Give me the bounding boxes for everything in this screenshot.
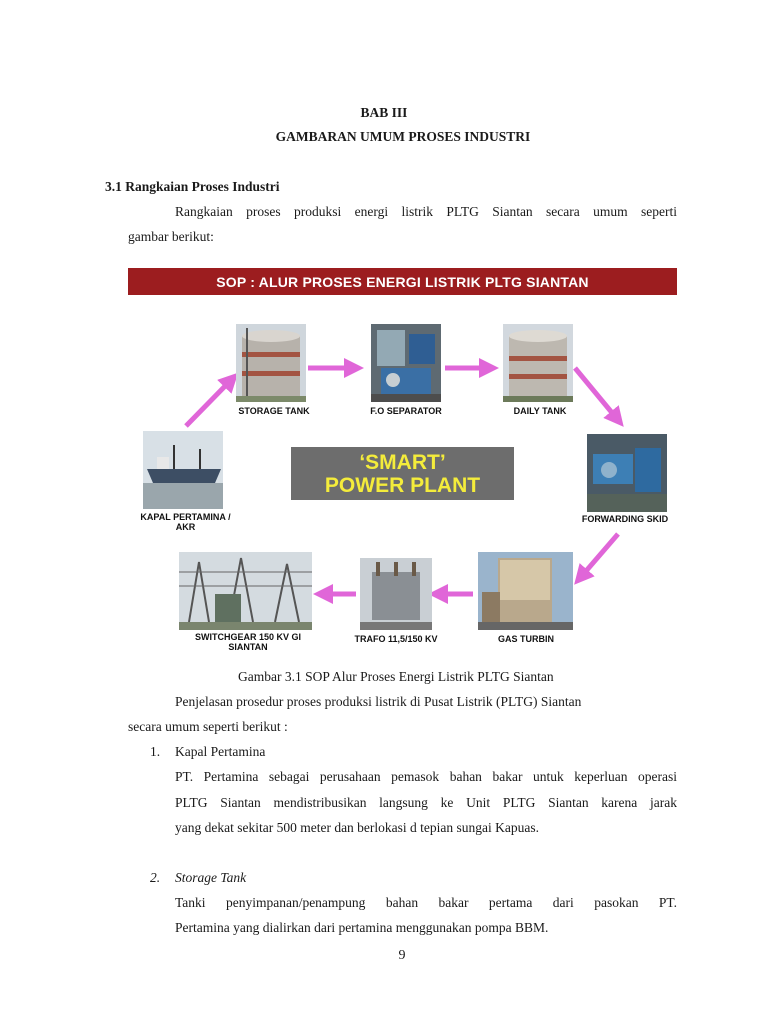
- intro-line-2: gambar berikut:: [128, 229, 214, 244]
- gas-turbin-photo: [478, 552, 573, 630]
- item-2-title: Storage Tank: [175, 870, 247, 885]
- item-1-title: Kapal Pertamina: [175, 744, 266, 759]
- figure-header: SOP : ALUR PROSES ENERGI LISTRIK PLTG SIANTAN: [128, 268, 677, 295]
- switchgear-photo: [179, 552, 312, 630]
- smart-line-1: ‘SMART’: [359, 450, 446, 474]
- label-trafo: TRAFO 11,5/150 KV: [354, 634, 438, 644]
- item-2-line-2: Pertamina yang dialirkan dari pertamina menggunakan pompa BBM.: [175, 920, 549, 935]
- explanation-line-1: Penjelasan prosedur proses produksi listrik di Pusat Listrik (PLTG) Siantan: [175, 694, 582, 709]
- label-switchgear-line2: SIANTAN: [228, 642, 268, 652]
- explanation-line-2: secara umum seperti berikut :: [128, 719, 288, 734]
- daily-tank-photo: [503, 324, 573, 402]
- storage-tank-photo: [236, 324, 306, 402]
- kapal-pertamina-photo: [143, 431, 223, 509]
- item-1-line-2: PLTG Siantan mendistribusikan langsung ke Unit PLTG Siantan karena jarak: [175, 795, 677, 810]
- label-storage-tank: STORAGE TANK: [238, 406, 310, 416]
- label-switchgear-line1: SWITCHGEAR 150 KV GI: [194, 632, 302, 642]
- label-kapal-line2: AKR: [175, 522, 196, 532]
- page-number: 9: [398, 948, 406, 963]
- process-flow-figure: [128, 268, 677, 660]
- item-2-number: 2.: [150, 870, 161, 885]
- trafo-photo: [360, 558, 432, 630]
- label-gas-turbin: GAS TURBIN: [498, 634, 554, 644]
- arrow-skid-to-turbin: [580, 534, 618, 578]
- smart-power-plant-box: [291, 447, 514, 500]
- label-daily-tank: DAILY TANK: [513, 406, 567, 416]
- item-1-line-3: yang dekat sekitar 500 meter dan berlokasi d tepian sungai Kapuas.: [175, 820, 540, 835]
- chapter-title: GAMBARAN UMUM PROSES INDUSTRI: [275, 129, 531, 144]
- smart-line-2: POWER PLANT: [324, 473, 481, 497]
- section-heading: 3.1 Rangkaian Proses Industri: [105, 179, 280, 194]
- label-fo-separator: F.O SEPARATOR: [370, 406, 442, 416]
- forwarding-skid-photo: [587, 434, 667, 512]
- fo-separator-photo: [371, 324, 441, 402]
- item-1-number: 1.: [150, 744, 161, 759]
- item-2-line-1: Tanki penyimpanan/penampung bahan bakar pertama dari pasokan PT.: [175, 895, 677, 910]
- item-1-line-1: PT. Pertamina sebagai perusahaan pemasok bahan bakar untuk keperluan operasi: [175, 769, 677, 784]
- arrow-ship-to-storage: [186, 379, 232, 426]
- label-kapal-line1: KAPAL PERTAMINA /: [140, 512, 231, 522]
- figure-caption: Gambar 3.1 SOP Alur Proses Energi Listrik PLTG Siantan: [238, 669, 554, 684]
- intro-line-1: Rangkaian proses produksi energi listrik PLTG Siantan secara umum seperti: [175, 204, 677, 219]
- chapter-number: BAB III: [360, 105, 408, 120]
- label-forwarding-skid: FORWARDING SKID: [581, 514, 669, 524]
